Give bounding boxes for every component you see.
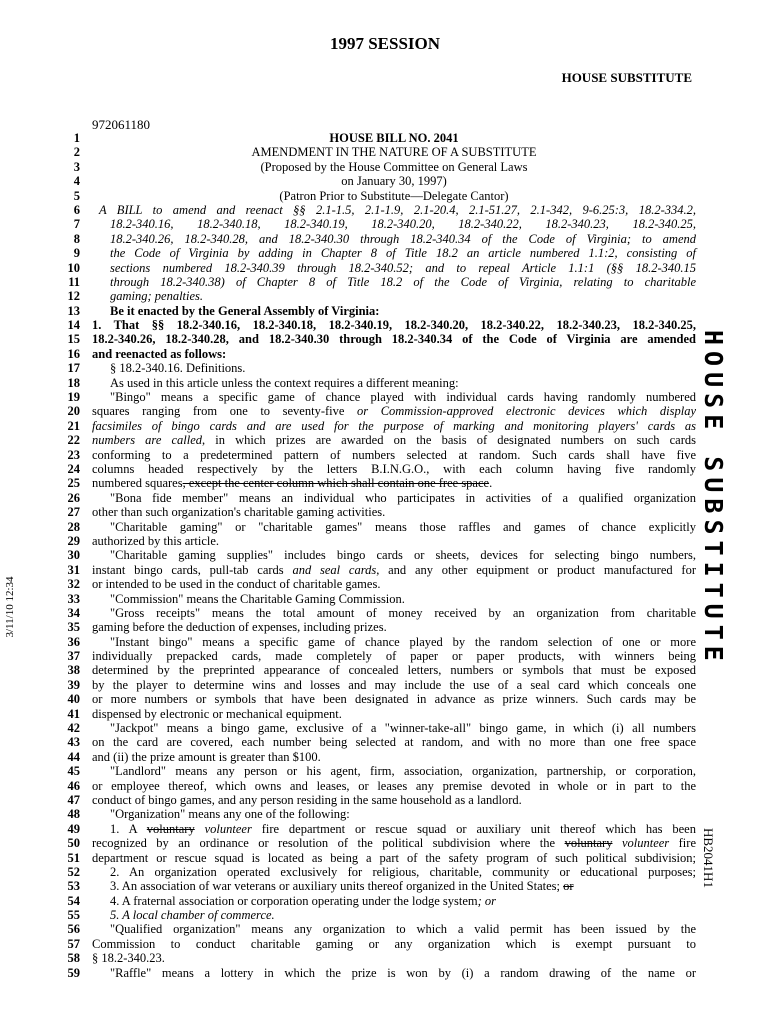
line-number: 20: [67, 404, 80, 419]
bill-description: A BILL to amend and reenact §§ 2.1-1.5, 2.1-1.9, 2.1-20.4, 2.1-51.27, 2.1-342, 9-6.25:3, 18.2-334.2,: [99, 202, 696, 217]
body-line: instant bingo cards, pull-tab cards and seal cards, and any other equipment or product manufactured for: [92, 562, 696, 577]
line: [60, 419, 696, 433]
body-line: 2. An organization operated exclusively for religious, charitable, community or educational purposes;: [110, 864, 696, 879]
line: [60, 764, 696, 778]
line-number: 7: [73, 217, 80, 232]
body-line: determined by the preprinted appearance of concealed letters, numbers or symbols that must be exposed: [92, 663, 696, 678]
inserted-text: facsimiles of bingo cards and are used for the purpose of marking and monitoring players' cards as: [92, 418, 696, 433]
margin-date-time: 3/11/10 12:34: [4, 576, 16, 638]
line: [60, 577, 696, 591]
line-number: 9: [73, 246, 80, 261]
line: [60, 520, 696, 534]
line-number: 51: [67, 850, 80, 865]
line: [60, 851, 696, 865]
body-line: Commission to conduct charitable gaming or any organization which is exempt pursuant to: [92, 936, 696, 951]
inserted-text: volunteer: [194, 821, 252, 836]
line-number: 57: [67, 936, 80, 951]
line: [60, 735, 696, 749]
line-number: 24: [67, 461, 80, 476]
substitute-heading: HOUSE SUBSTITUTE: [561, 70, 692, 85]
body-line: "Gross receipts" means the total amount of money received by an organization from charitable: [110, 605, 696, 620]
line: [60, 620, 696, 634]
line-number: 25: [67, 476, 80, 491]
line-number: 4: [73, 174, 80, 189]
line: [60, 879, 696, 893]
body-line: or intended to be used in the conduct of charitable games.: [92, 577, 381, 592]
line-number: 13: [67, 303, 80, 318]
line-number: 2: [73, 145, 80, 160]
line-number: 37: [67, 649, 80, 664]
line: [60, 592, 696, 606]
line-number: 56: [67, 922, 80, 937]
body-line: and (ii) the prize amount is greater than $100.: [92, 749, 321, 764]
body-line: recognized by an ordinance or resolution of the political subdivision where the voluntary volunteer fire: [92, 836, 696, 851]
line: [60, 376, 696, 390]
body-line: conduct of bingo games, and any person residing in the same household as a landlord.: [92, 792, 522, 807]
line: [60, 246, 696, 260]
line: [60, 865, 696, 879]
line: [60, 750, 696, 764]
body-line: department or rescue squad is located as being a part of the safety program of such political subdivision;: [92, 850, 696, 865]
struck-text: or: [563, 879, 574, 894]
line: [60, 937, 696, 951]
line-number: 31: [67, 562, 80, 577]
line-number: 15: [67, 332, 80, 347]
line: [60, 261, 696, 275]
line: [60, 534, 696, 548]
inserted-text: volunteer: [612, 836, 670, 851]
section-heading: § 18.2-340.16. Definitions.: [110, 361, 246, 376]
line: [60, 663, 696, 677]
inserted-text: 5. A local chamber of commerce.: [110, 908, 275, 923]
lr-code: 972061180: [92, 117, 151, 132]
line: [60, 189, 696, 203]
line: [60, 779, 696, 793]
struck-text: voluntary: [146, 821, 195, 836]
patron: (Patron Prior to Substitute—Delegate Cantor): [279, 188, 509, 203]
line-number: 45: [67, 764, 80, 779]
body-line: "Bona fide member" means an individual who participates in activities of a qualified organization: [110, 490, 696, 505]
line-number: 34: [67, 605, 80, 620]
proposed-by: (Proposed by the House Committee on General Laws: [260, 159, 528, 174]
line-number: 54: [67, 893, 80, 908]
line: [60, 174, 696, 188]
line: [60, 563, 696, 577]
body-line: "Raffle" means a lottery in which the prize is won by (i) a random drawing of the name or: [110, 965, 696, 980]
body-line: or more numbers or symbols that have been designated in advance as prize winners. Such cards may be: [92, 692, 696, 707]
line-number: 3: [73, 159, 80, 174]
line-number: 23: [67, 447, 80, 462]
line-number: 53: [67, 879, 80, 894]
line-number: 28: [67, 519, 80, 534]
line: [60, 635, 696, 649]
line: [60, 548, 696, 562]
enactment-text: and reenacted as follows:: [92, 346, 227, 361]
line: [60, 908, 696, 922]
line-number: 12: [67, 289, 80, 304]
line: [60, 347, 696, 361]
enactment-clause: Be it enacted by the General Assembly of Virginia:: [110, 303, 380, 318]
line-number: 11: [68, 274, 80, 289]
line-number: 22: [67, 433, 80, 448]
line-number: 35: [67, 620, 80, 635]
body-line: conforming to a predetermined pattern of numbers selected at random. Such cards shall have five: [92, 447, 696, 462]
line-number: 26: [67, 490, 80, 505]
line-number: 55: [67, 908, 80, 923]
body-line: "Qualified organization" means any organization to which a valid permit has been issued by the: [110, 922, 696, 937]
line-number: 27: [67, 505, 80, 520]
line: [60, 217, 696, 231]
line: [60, 232, 696, 246]
line-number: 14: [67, 318, 80, 333]
line: [60, 462, 696, 476]
body-line: dispensed by electronic or mechanical equipment.: [92, 706, 342, 721]
line: [60, 332, 696, 346]
bill-description: sections numbered 18.2-340.39 through 18.2-340.52; and to repeal Article 1.1:1 (§§ 18.2-340.15: [110, 260, 696, 275]
body-line: columns headed respectively by the letters B.I.N.G.O., with each column having five randomly: [92, 461, 696, 476]
body-line: "Instant bingo" means a specific game of chance played by the random selection of one or more: [110, 634, 696, 649]
line-number: 17: [67, 361, 80, 376]
session-heading: 1997 SESSION: [329, 34, 441, 53]
line-number: 47: [67, 792, 80, 807]
line: [60, 951, 696, 965]
body-line: authorized by this article.: [92, 533, 220, 548]
line-number: 40: [67, 692, 80, 707]
line-number: 46: [67, 778, 80, 793]
line: [60, 433, 696, 447]
inserted-text: numbers are called: [92, 433, 203, 448]
line: [60, 707, 696, 721]
bill-text: [60, 131, 696, 980]
line: [60, 131, 696, 145]
body-line: "Charitable gaming supplies" includes bingo cards or sheets, devices for selecting bingo numbers,: [110, 548, 696, 563]
body-line: other than such organization's charitable gaming activities.: [92, 505, 386, 520]
line: [60, 678, 696, 692]
struck-text: , except the center column which shall contain one free space: [182, 476, 490, 491]
inserted-text: ; or: [477, 893, 497, 908]
line-number: 29: [67, 533, 80, 548]
line: [60, 721, 696, 735]
line: [60, 318, 696, 332]
bill-description: 18.2-340.26, 18.2-340.28, and 18.2-340.30 through 18.2-340.34 of the Code of Virginia; to amend: [110, 231, 696, 246]
line: [60, 966, 696, 980]
line-number: 44: [67, 749, 80, 764]
bill-description: the Code of Virginia by adding in Chapter 8 of Title 18.2 an article numbered 1.1:2, consisting of: [110, 246, 696, 261]
line-number: 10: [67, 260, 80, 275]
line: [60, 649, 696, 663]
line: [60, 145, 696, 159]
body-line: 3. An association of war veterans or auxiliary units thereof organized in the United States; or: [110, 879, 574, 894]
line-number: 39: [67, 677, 80, 692]
body-line: "Commission" means the Charitable Gaming Commission.: [110, 591, 405, 606]
line: [60, 505, 696, 519]
body-line: numbered squares, except the center column which shall contain one free space.: [92, 476, 493, 491]
line-number: 5: [73, 188, 80, 203]
body-line: § 18.2-340.23.: [92, 951, 165, 966]
inserted-text: and seal cards: [292, 562, 377, 577]
line-number: 58: [67, 951, 80, 966]
line-number: 52: [67, 864, 80, 879]
body-line: "Charitable gaming" or "charitable games" means those raffles and games of chance explicitly: [110, 519, 696, 534]
body-line: "Bingo" means a specific game of chance played with individual cards having randomly numbered: [110, 390, 696, 405]
line-number: 30: [67, 548, 80, 563]
margin-house-substitute: HOUSE SUBSTITUTE: [699, 330, 728, 667]
line-number: 18: [67, 375, 80, 390]
line: [60, 160, 696, 174]
line: [60, 275, 696, 289]
amendment-title: AMENDMENT IN THE NATURE OF A SUBSTITUTE: [251, 145, 537, 160]
line-number: 43: [67, 735, 80, 750]
line-number: 6: [73, 202, 80, 217]
line: [60, 922, 696, 936]
enactment-text: 18.2-340.26, 18.2-340.28, and 18.2-340.30 through 18.2-340.34 of the Code of Virginia are amended: [92, 332, 696, 347]
body-line: or employee thereof, which owns and leases, or leases any premise devoted in whole or in part to the: [92, 778, 696, 793]
proposed-date: on January 30, 1997): [341, 174, 447, 189]
line-number: 21: [67, 418, 80, 433]
line-number: 8: [73, 231, 80, 246]
line: [60, 448, 696, 462]
body-line: on the card are covered, each number being selected at random, and with no more than one free space: [92, 735, 696, 750]
line: [60, 822, 696, 836]
bill-description: through 18.2-340.38) of Chapter 8 of Title 18.2 of the Code of Virginia, relating to charitable: [110, 274, 696, 289]
body-line: "Landlord" means any person or his agent, firm, association, organization, partnership, or corporation,: [110, 764, 696, 779]
line-number: 38: [67, 663, 80, 678]
line: [60, 203, 696, 217]
line: [60, 836, 696, 850]
inserted-text: or Commission-approved electronic devices which display: [357, 404, 696, 419]
line-number: 16: [67, 346, 80, 361]
line: [60, 606, 696, 620]
line-number: 59: [67, 965, 80, 980]
line: [60, 793, 696, 807]
line-number: 36: [67, 634, 80, 649]
line: [60, 476, 696, 490]
line: [60, 289, 696, 303]
margin-bill-code: HB2041H1: [701, 828, 716, 888]
bill-number: HOUSE BILL NO. 2041: [329, 131, 459, 145]
body-line: 4. A fraternal association or corporation operating under the lodge system; or: [110, 893, 497, 908]
body-line: individually prepacked cards, made completely of paper or paper products, with winners being: [92, 649, 696, 664]
line: [60, 304, 696, 318]
bill-description: gaming; penalties.: [110, 289, 204, 304]
line: [60, 491, 696, 505]
line: [60, 692, 696, 706]
body-line: "Organization" means any one of the following:: [110, 807, 350, 822]
line: [60, 361, 696, 375]
line-number: 48: [67, 807, 80, 822]
body-line: squares ranging from one to seventy-five or Commission-approved electronic devices which display: [92, 404, 696, 419]
line-number: 33: [67, 591, 80, 606]
struck-text: voluntary: [564, 836, 613, 851]
line: [60, 894, 696, 908]
body-line: 1. A voluntary volunteer fire department or rescue squad or auxiliary unit thereof which has been: [110, 821, 696, 836]
body-line: "Jackpot" means a bingo game, exclusive of a "winner-take-all" bingo game, in which (i) all numbers: [110, 721, 696, 736]
line-number: 41: [67, 706, 80, 721]
enactment-text: 1. That §§ 18.2-340.16, 18.2-340.18, 18.2-340.19, 18.2-340.20, 18.2-340.22, 18.2-340.23, 18.2-340.25,: [92, 318, 696, 333]
body-line: numbers are called, in which prizes are awarded on the basis of designated numbers on such cards: [92, 433, 696, 448]
body-line: by the player to determine wins and losses and may include the use of a seal card which conceals one: [92, 677, 696, 692]
line-number: 42: [67, 721, 80, 736]
line: [60, 404, 696, 418]
line: [60, 807, 696, 821]
line: [60, 390, 696, 404]
line-number: 32: [67, 577, 80, 592]
line-number: 1: [73, 131, 80, 145]
body-line: gaming before the deduction of expenses, including prizes.: [92, 620, 387, 635]
line-number: 19: [67, 390, 80, 405]
body-line: As used in this article unless the context requires a different meaning:: [110, 375, 459, 390]
line-number: 50: [67, 836, 80, 851]
line-number: 49: [67, 821, 80, 836]
bill-description: 18.2-340.16, 18.2-340.18, 18.2-340.19, 18.2-340.20, 18.2-340.22, 18.2-340.23, 18.2-340.25,: [110, 217, 696, 232]
